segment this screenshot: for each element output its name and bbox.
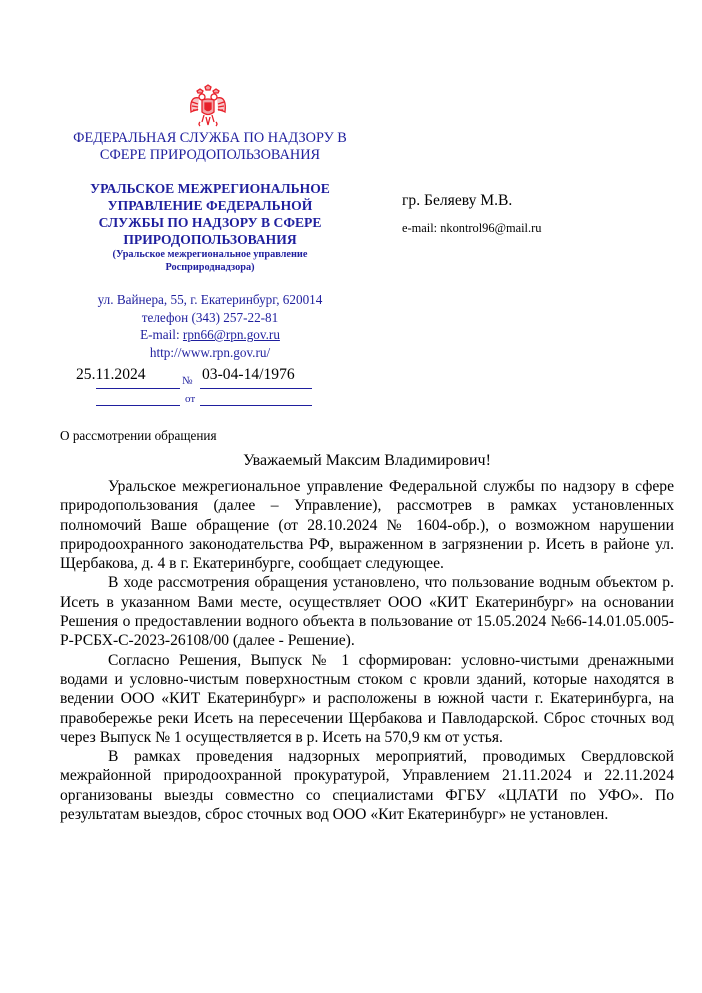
- date-underline: [96, 388, 180, 389]
- body-paragraph: Уральское межрегиональное управление Федеральной службы по надзору в сфере природопользования (далее – Управление), рассмотрев в рамках установленных полномочий Ваше обращение (от 28.10.2024 № 1604-обр.), о возможном нарушении природоохранного законодательства РФ, выраженном в загрязнении р. Исеть в районе ул. Щербакова, д. 4 в г. Екатеринбурге, сообщает следующее.: [60, 478, 674, 573]
- agency-name-line: ФЕДЕРАЛЬНАЯ СЛУЖБА ПО НАДЗОРУ В: [73, 130, 347, 146]
- from-number-underline: [200, 405, 312, 406]
- salutation: Уважаемый Максим Владимирович!: [243, 452, 491, 469]
- registration-date: 25.11.2024: [76, 366, 146, 383]
- department-name-line: УПРАВЛЕНИЕ ФЕДЕРАЛЬНОЙ: [107, 198, 313, 213]
- number-underline: [200, 388, 312, 389]
- letter-subject: О рассмотрении обращения: [60, 428, 217, 443]
- emblem-graphic: [188, 84, 228, 128]
- phone: телефон (343) 257-22-81: [141, 309, 279, 325]
- body-paragraph: В рамках проведения надзорных мероприятий, проводимых Свердловской межрайонной природоохранной прокуратурой, Управлением 21.11.2024 и 22.11.2024 организованы выезды совместно со специалистами ФГБУ «ЦЛАТИ по УФО». По результатам выездов, сброс сточных вод ООО «Кит Екатеринбург» не установлен.: [60, 748, 674, 824]
- body-paragraph: Согласно Решения, Выпуск № 1 сформирован: условно-чистыми дренажными водами и условно-чистым поверхностным стоком с кровли зданий, которые находятся в ведении ООО «КИТ Екатеринбург» и расположены в южной части г. Екатеринбурга, на правобережье реки Исеть на пересечении Щербакова и Павлодарской. Сброс сточных вод через Выпуск № 1 осуществляется в р. Исеть на 570,9 км от устья.: [60, 651, 674, 746]
- contact-block: [60, 291, 360, 361]
- from-date-underline: [96, 405, 180, 406]
- email-line: [60, 326, 360, 344]
- department-short-name: [60, 248, 360, 274]
- agency-name: [60, 130, 360, 164]
- address: ул. Вайнера, 55, г. Екатеринбург, 620014: [97, 292, 323, 307]
- department-name-line: УРАЛЬСКОЕ МЕЖРЕГИОНАЛЬНОЕ: [90, 181, 330, 196]
- website: http://www.rpn.gov.ru/: [149, 344, 271, 360]
- department-name-line: ПРИРОДОПОЛЬЗОВАНИЯ: [123, 232, 297, 247]
- email-label: E-mail:: [140, 327, 183, 342]
- department-name-line: СЛУЖБЫ ПО НАДЗОРУ В СФЕРЕ: [98, 215, 322, 230]
- registration-number: 03-04-14/1976: [202, 366, 295, 383]
- department-short-line: Росприроднадзора): [165, 262, 255, 273]
- russian-coat-of-arms-emblem-icon: [188, 84, 228, 128]
- recipient-name: гр. Беляеву М.В.: [402, 192, 513, 209]
- body-paragraph: В ходе рассмотрения обращения установлено, что пользование водным объектом р. Исеть в указанном Вами месте, осуществляет ООО «КИТ Екатеринбург» на основании Решения о предоставлении водного объекта в пользование от 15.05.2024 №66-14.01.05.005-Р-РСБХ-С-2023-26108/00 (далее - Решение).: [60, 574, 674, 650]
- department-short-line: (Уральское межрегиональное управление: [112, 249, 308, 260]
- agency-name-line: СФЕРЕ ПРИРОДОПОЛЬЗОВАНИЯ: [99, 147, 321, 163]
- email-link[interactable]: rpn66@rpn.gov.ru: [182, 327, 280, 342]
- letter-body: [60, 477, 674, 824]
- registration-block: [74, 364, 334, 412]
- from-label: от: [185, 393, 196, 405]
- number-label: №: [182, 375, 193, 387]
- department-name: [60, 180, 360, 248]
- recipient-email: e-mail: nkontrol96@mail.ru: [402, 221, 542, 235]
